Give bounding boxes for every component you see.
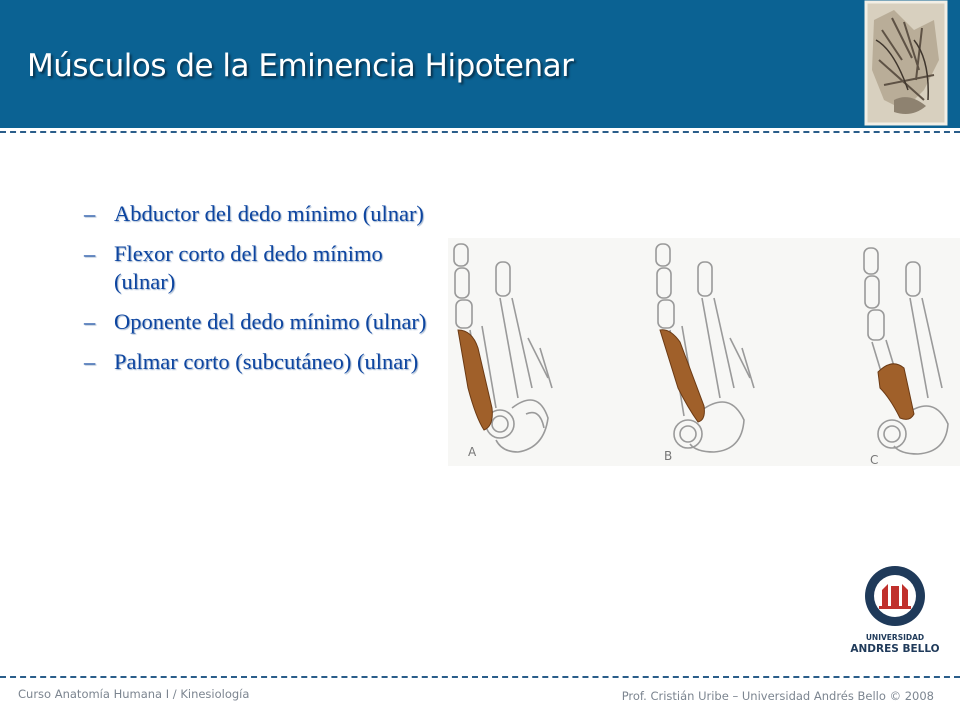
list-item-text: Abductor del dedo mínimo (ulnar) [114,201,424,226]
list-item [84,308,444,336]
panel-label-a: A [468,445,477,459]
list-item [84,200,444,228]
dash-marker: – [84,241,96,266]
list-item [84,240,444,296]
dash-marker: – [84,309,96,334]
header-bar [0,0,960,128]
anatomical-engraving-image [864,0,948,126]
top-dashed-divider [0,131,960,133]
panel-label-b: B [664,449,673,463]
dash-marker: – [84,201,96,226]
university-logo [848,562,942,658]
panel-label-c: C [870,453,879,466]
list-item-text: Palmar corto (subcutáneo) (ulnar) [114,349,419,374]
logo-line-1: UNIVERSIDAD [865,633,925,642]
list-item-text: Oponente del dedo mínimo (ulnar) [114,309,427,334]
muscle-list [84,200,444,388]
dash-marker: – [84,349,96,374]
slide-title: Músculos de la Eminencia Hipotenar [27,48,574,84]
list-item [84,348,444,376]
footer-course: Curso Anatomía Humana I / Kinesiología [18,687,250,701]
logo-line-2: ANDRES BELLO [850,643,940,655]
footer-author: Prof. Cristián Uribe – Universidad Andrés Bello © 2008 [621,689,934,703]
list-item-text: Flexor corto del dedo mínimo (ulnar) [114,241,383,294]
bottom-dashed-divider [0,676,960,678]
hypothenar-muscles-figure [448,238,960,466]
